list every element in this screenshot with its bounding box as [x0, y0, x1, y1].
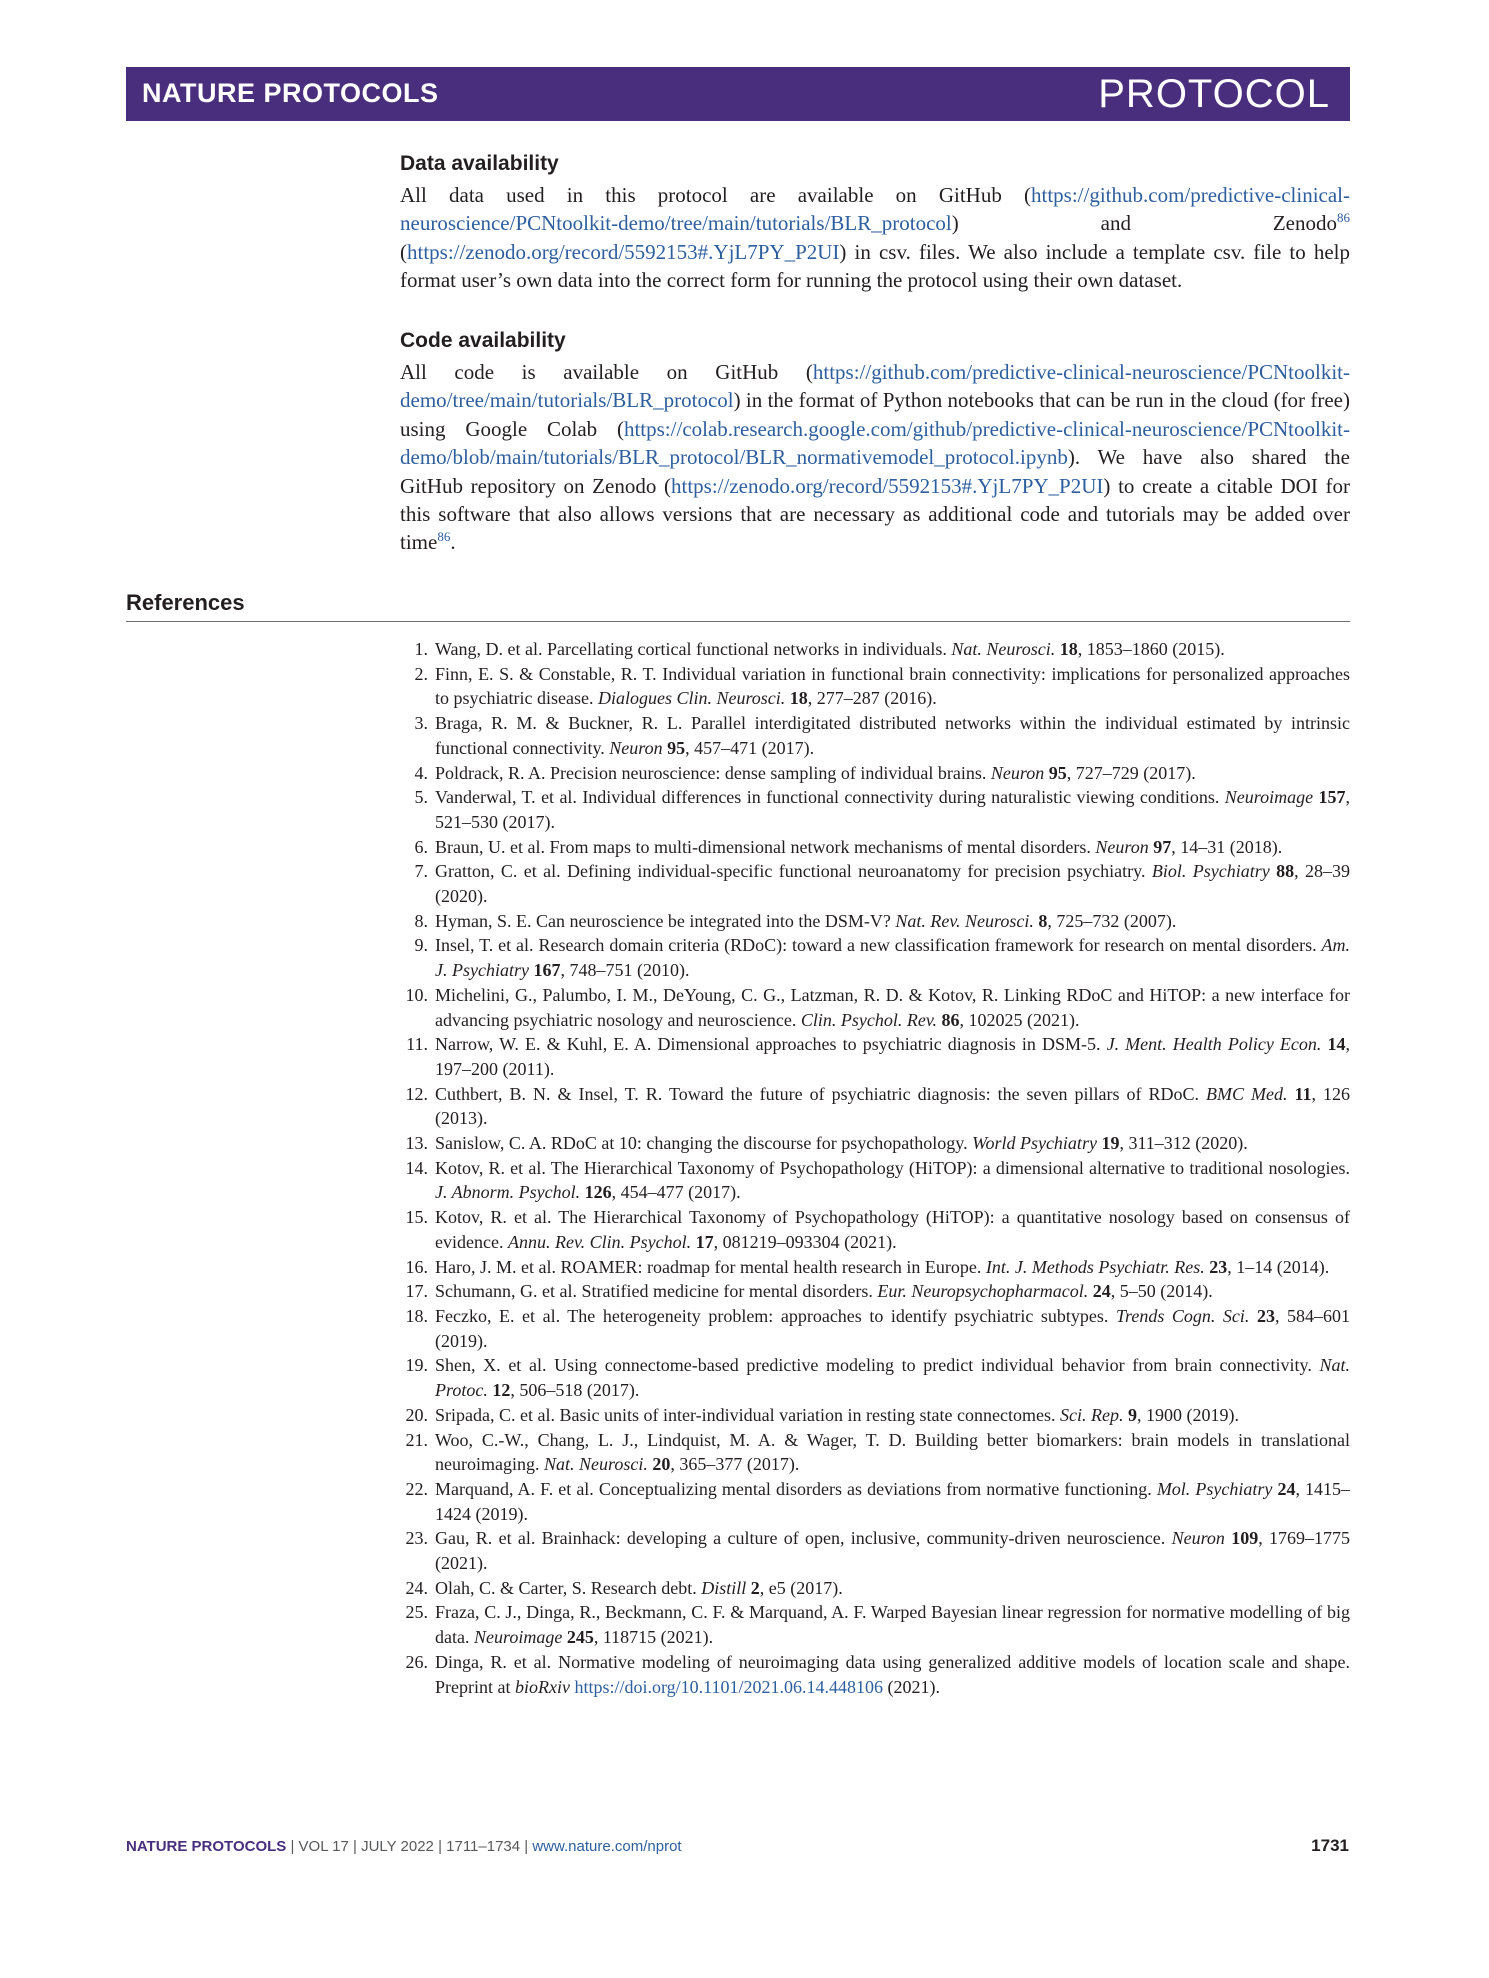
- reference-item: [400, 1526, 1350, 1575]
- reference-journal: Neuroimage: [473, 1627, 563, 1648]
- code-availability-text: All code is available on GitHub (https://github.com/predictive-clinical-neuroscience/PCNtoolkit-demo/tree/main/tutorials/BLR_protocol) in the format of Python notebooks that can be run in the cloud (for free) using Google Colab (https://colab.research.google.com/github/predictive-clinical-neuroscience/PCNtoolkit-demo/blob/main/tutorials/BLR_protocol/BLR_normativemodel_protocol.ipynb). We have also shared the GitHub repository on Zenodo (https://zenodo.org/record/5592153#.YjL7PY_P2UI) to create a citable DOI for this software that also allows versions that are necessary as additional code and tutorials may be added over time$^{86}$.: [400, 360, 1350, 555]
- reference-item: [400, 1428, 1350, 1477]
- reference-journal: J. Abnorm. Psychol.: [435, 1182, 581, 1203]
- reference-journal: J. Ment. Health Policy Econ.: [1106, 1034, 1322, 1055]
- reference-journal: Biol. Psychiatry: [1151, 861, 1270, 882]
- reference-journal: Int. J. Methods Psychiatr. Res.: [985, 1256, 1205, 1277]
- reference-volume: 88: [1276, 861, 1295, 882]
- reference-text: Marquand, A. F. et al. Conceptualizing mental disorders as deviations from normative functioning. Mol. Psychiatry 24, 1415–1424 (2019).: [435, 1478, 1351, 1524]
- reference-item: [400, 1576, 1350, 1601]
- reference-text: Olah, C. & Carter, S. Research debt. Distill 2, e5 (2017).: [435, 1577, 843, 1598]
- reference-volume: 12: [492, 1380, 511, 1401]
- reference-text: Braun, U. et al. From maps to multi-dimensional network mechanisms of mental disorders. Neuron 97, 14–31 (2018).: [435, 836, 1283, 857]
- reference-text: Wang, D. et al. Parcellating cortical functional networks in individuals. Nat. Neurosci. 18, 1853–1860 (2015).: [435, 639, 1225, 659]
- reference-volume: 19: [1101, 1133, 1120, 1154]
- reference-text: Hyman, S. E. Can neuroscience be integrated into the DSM-V? Nat. Rev. Neurosci. 8, 725–732 (2007).: [435, 910, 1177, 931]
- reference-doi-link[interactable]: https://doi.org/10.1101/2021.06.14.448106: [574, 1676, 883, 1697]
- reference-item: [400, 983, 1350, 1032]
- reference-item: [400, 933, 1350, 982]
- reference-journal: Neuroimage: [1224, 787, 1314, 808]
- reference-volume: 95: [1048, 762, 1067, 783]
- reference-number: 12.: [405, 1083, 428, 1104]
- reference-text: Gratton, C. et al. Defining individual-specific functional neuroanatomy for precision psychiatry. Biol. Psychiatry 88, 28–39 (2020).: [435, 861, 1350, 907]
- reference-item: [400, 1304, 1350, 1353]
- reference-volume: 126: [584, 1182, 612, 1203]
- reference-number: 1.: [414, 639, 428, 659]
- reference-journal: Nat. Rev. Neurosci.: [895, 910, 1034, 931]
- reference-volume: 109: [1231, 1528, 1259, 1549]
- reference-item: [400, 662, 1350, 711]
- github-data-link[interactable]: https://github.com/predictive-clinical-neuroscience/PCNtoolkit-demo/tree/main/tutorials/BLR_protocol: [400, 183, 1350, 236]
- reference-number: 2.: [414, 663, 428, 684]
- reference-number: 11.: [406, 1034, 428, 1055]
- footer-url-link[interactable]: www.nature.com/nprot: [532, 1838, 682, 1855]
- reference-journal: World Psychiatry: [972, 1133, 1097, 1154]
- reference-journal: bioRxiv: [514, 1676, 570, 1697]
- reference-volume: 167: [533, 960, 561, 981]
- reference-volume: 23: [1256, 1305, 1275, 1326]
- reference-number: 8.: [414, 910, 428, 931]
- reference-number: 7.: [414, 861, 428, 882]
- reference-item: [400, 637, 1350, 662]
- reference-volume: 24: [1092, 1281, 1111, 1302]
- reference-number: 5.: [414, 787, 428, 808]
- reference-journal: Distill: [701, 1577, 747, 1598]
- reference-number: 26.: [405, 1651, 428, 1672]
- reference-volume: 24: [1277, 1478, 1296, 1499]
- reference-item: [400, 1255, 1350, 1280]
- reference-volume: 86: [941, 1009, 960, 1030]
- reference-item: [400, 1600, 1350, 1649]
- reference-journal: Neuron: [609, 737, 663, 758]
- reference-volume: 17: [695, 1231, 714, 1252]
- reference-volume: 18: [1059, 639, 1078, 659]
- reference-text: Kotov, R. et al. The Hierarchical Taxonomy of Psychopathology (HiTOP): a dimensional alternative to traditional nosologies. J. Abnorm. Psychol. 126, 454–477 (2017).: [435, 1157, 1350, 1203]
- code-availability-heading: Code availability: [400, 329, 566, 352]
- reference-number: 24.: [405, 1577, 428, 1598]
- reference-journal: Neuron: [990, 762, 1045, 783]
- reference-volume: 18: [789, 688, 808, 709]
- footer-journal: NATURE PROTOCOLS: [126, 1838, 287, 1855]
- reference-number: 20.: [405, 1404, 428, 1425]
- citation-86[interactable]: 86: [1337, 210, 1350, 226]
- journal-header: [126, 67, 1350, 121]
- reference-journal: Eur. Neuropsychopharmacol.: [877, 1281, 1089, 1302]
- reference-text: Insel, T. et al. Research domain criteria (RDoC): toward a new classification framework for research on mental disorders. Am. J. Psychiatry 167, 748–751 (2010).: [435, 935, 1350, 981]
- reference-text: Sripada, C. et al. Basic units of inter-individual variation in resting state connectomes. Sci. Rep. 9, 1900 (2019).: [435, 1404, 1239, 1425]
- reference-number: 3.: [414, 713, 428, 734]
- reference-journal: Nat. Neurosci.: [951, 639, 1056, 659]
- reference-volume: 9: [1127, 1404, 1137, 1425]
- reference-item: [400, 1353, 1350, 1402]
- reference-number: 18.: [405, 1305, 428, 1326]
- data-availability-heading: Data availability: [400, 152, 559, 175]
- reference-text: Dinga, R. et al. Normative modeling of neuroimaging data using generalized additive models of location scale and shape. Preprint at bioRxiv https://doi.org/10.1101/2021.06.14.448106 (2021).: [435, 1651, 1350, 1697]
- reference-volume: 23: [1209, 1256, 1228, 1277]
- references-heading: References: [126, 590, 245, 615]
- reference-item: [400, 859, 1350, 908]
- reference-journal: Nat. Protoc.: [435, 1355, 1350, 1401]
- reference-item: [400, 1403, 1350, 1428]
- reference-journal: Neuron: [1171, 1528, 1225, 1549]
- reference-text: Sanislow, C. A. RDoC at 10: changing the discourse for psychopathology. World Psychiatry 19, 311–312 (2020).: [435, 1133, 1248, 1154]
- reference-item: [400, 1082, 1350, 1131]
- reference-volume: 95: [667, 737, 686, 758]
- reference-item: [400, 1156, 1350, 1205]
- reference-journal: Nat. Neurosci.: [543, 1454, 648, 1475]
- reference-volume: 2: [750, 1577, 760, 1598]
- reference-item: [400, 711, 1350, 760]
- reference-item: [400, 1131, 1350, 1156]
- reference-number: 16.: [405, 1256, 428, 1277]
- reference-text: Finn, E. S. & Constable, R. T. Individual variation in functional brain connectivity: implications for personalized approaches to psychiatric disease. Dialogues Clin. Neurosci. 18, 277–287 (2016).: [435, 663, 1350, 709]
- reference-journal: Dialogues Clin. Neurosci.: [597, 688, 786, 709]
- reference-number: 17.: [405, 1281, 428, 1302]
- zenodo-data-link[interactable]: https://zenodo.org/record/5592153#.YjL7PY_P2UI: [407, 239, 840, 264]
- journal-name: NATURE PROTOCOLS: [142, 78, 439, 108]
- reference-journal: Clin. Psychol. Rev.: [800, 1009, 938, 1030]
- reference-text: Haro, J. M. et al. ROAMER: roadmap for mental health research in Europe. Int. J. Methods Psychiatr. Res. 23, 1–14 (2014).: [435, 1256, 1330, 1277]
- reference-text: Feczko, E. et al. The heterogeneity problem: approaches to identify psychiatric subtypes. Trends Cogn. Sci. 23, 584–601 (2019).: [435, 1305, 1351, 1351]
- reference-item: [400, 835, 1350, 860]
- reference-item: [400, 1032, 1350, 1081]
- reference-number: 13.: [405, 1133, 428, 1154]
- reference-item: [400, 1650, 1350, 1699]
- zenodo-code-link[interactable]: https://zenodo.org/record/5592153#.YjL7PY_P2UI: [670, 473, 1104, 498]
- reference-volume: 97: [1153, 836, 1172, 857]
- reference-text: Kotov, R. et al. The Hierarchical Taxonomy of Psychopathology (HiTOP): a quantitative nosology based on consensus of evidence. Annu. Rev. Clin. Psychol. 17, 081219–093304 (2021).: [435, 1207, 1350, 1252]
- reference-journal: Sci. Rep.: [1060, 1404, 1124, 1425]
- reference-item: [400, 1279, 1350, 1304]
- reference-text: Vanderwal, T. et al. Individual differences in functional connectivity during naturalistic viewing conditions. Neuroimage 157, 521–530 (2017).: [435, 787, 1350, 832]
- data-availability-text: All data used in this protocol are available on GitHub (https://github.com/predictive-clinical-neuroscience/PCNtoolkit-demo/tree/main/tutorials/BLR_protocol) and Zenodo$^{86}$ (https://zenodo.org/record/5592153#.YjL7PY_P2UI) in csv. files. We also include a template csv. file to help format user’s own data into the correct form for running the protocol using their own dataset.: [400, 183, 1350, 293]
- reference-item: [400, 785, 1350, 834]
- page-number: 1731: [1311, 1836, 1349, 1855]
- reference-number: 9.: [414, 935, 428, 956]
- citation-86[interactable]: 86: [437, 529, 451, 545]
- footer-citation: [126, 1838, 682, 1855]
- reference-text: Braga, R. M. & Buckner, R. L. Parallel interdigitated distributed networks within the individual estimated by intrinsic functional connectivity. Neuron 95, 457–471 (2017).: [435, 713, 1350, 758]
- reference-number: 4.: [414, 762, 428, 783]
- reference-item: [400, 1205, 1350, 1254]
- reference-item: [400, 1477, 1350, 1526]
- github-code-link[interactable]: https://github.com/predictive-clinical-neuroscience/PCNtoolkit-demo/tree/main/tutorials/BLR_protocol: [400, 360, 1350, 413]
- references-divider: [126, 621, 1350, 622]
- article-type: PROTOCOL: [1098, 72, 1330, 116]
- reference-item: [400, 761, 1350, 786]
- reference-number: 22.: [405, 1478, 428, 1499]
- reference-journal: Annu. Rev. Clin. Psychol.: [507, 1231, 692, 1252]
- reference-text: Shen, X. et al. Using connectome-based predictive modeling to predict individual behavior from brain connectivity. Nat. Protoc. 12, 506–518 (2017).: [435, 1355, 1350, 1401]
- reference-journal: Trends Cogn. Sci.: [1115, 1305, 1250, 1326]
- reference-text: Cuthbert, B. N. & Insel, T. R. Toward the future of psychiatric diagnosis: the seven pillars of RDoC. BMC Med. 11, 126 (2013).: [435, 1083, 1351, 1129]
- reference-text: Gau, R. et al. Brainhack: developing a culture of open, inclusive, community-driven neuroscience. Neuron 109, 1769–1775 (2021).: [435, 1528, 1351, 1574]
- footer-meta: | VOL 17 | JULY 2022 | 1711–1734 |: [286, 1838, 533, 1855]
- reference-number: 19.: [405, 1355, 428, 1376]
- reference-volume: 157: [1318, 787, 1346, 808]
- reference-number: 14.: [405, 1157, 428, 1178]
- reference-text: Schumann, G. et al. Stratified medicine for mental disorders. Eur. Neuropsychopharmacol. 24, 5–50 (2014).: [435, 1281, 1213, 1302]
- reference-number: 25.: [405, 1602, 428, 1623]
- reference-journal: Mol. Psychiatry: [1156, 1478, 1273, 1499]
- references-list: [400, 637, 1350, 1699]
- reference-number: 6.: [414, 836, 428, 857]
- reference-journal: Am. J. Psychiatry: [435, 935, 1350, 981]
- reference-item: [400, 909, 1350, 934]
- reference-journal: Neuron: [1095, 836, 1149, 857]
- reference-number: 15.: [405, 1207, 428, 1228]
- reference-volume: 20: [652, 1454, 671, 1475]
- reference-text: Michelini, G., Palumbo, I. M., DeYoung, C. G., Latzman, R. D. & Kotov, R. Linking RDoC and HiTOP: a new interface for advancing psychiatric nosology and neuroscience. Clin. Psychol. Rev. 86, 102025 (2021).: [435, 984, 1350, 1030]
- reference-text: Narrow, W. E. & Kuhl, E. A. Dimensional approaches to psychiatric diagnosis in DSM-5. J. Ment. Health Policy Econ. 14, 197–200 (2011).: [435, 1034, 1350, 1079]
- reference-text: Fraza, C. J., Dinga, R., Beckmann, C. F. & Marquand, A. F. Warped Bayesian linear regression for normative modelling of big data. Neuroimage 245, 118715 (2021).: [435, 1602, 1350, 1648]
- reference-number: 10.: [405, 984, 428, 1005]
- reference-volume: 11: [1294, 1083, 1312, 1104]
- reference-volume: 8: [1038, 910, 1048, 931]
- reference-volume: 245: [566, 1627, 594, 1648]
- reference-text: Poldrack, R. A. Precision neuroscience: dense sampling of individual brains. Neuron 95, 727–729 (2017).: [435, 762, 1196, 783]
- colab-link[interactable]: https://colab.research.google.com/github/predictive-clinical-neuroscience/PCNtoolkit-demo/blob/main/tutorials/BLR_protocol/BLR_normativemodel_protocol.ipynb: [400, 416, 1350, 470]
- reference-number: 21.: [405, 1429, 428, 1450]
- reference-volume: 14: [1327, 1034, 1346, 1055]
- reference-journal: BMC Med.: [1206, 1083, 1288, 1104]
- reference-number: 23.: [405, 1528, 428, 1549]
- reference-text: Woo, C.-W., Chang, L. J., Lindquist, M. A. & Wager, T. D. Building better biomarkers: brain models in translational neuroimaging. Nat. Neurosci. 20, 365–377 (2017).: [435, 1429, 1350, 1475]
